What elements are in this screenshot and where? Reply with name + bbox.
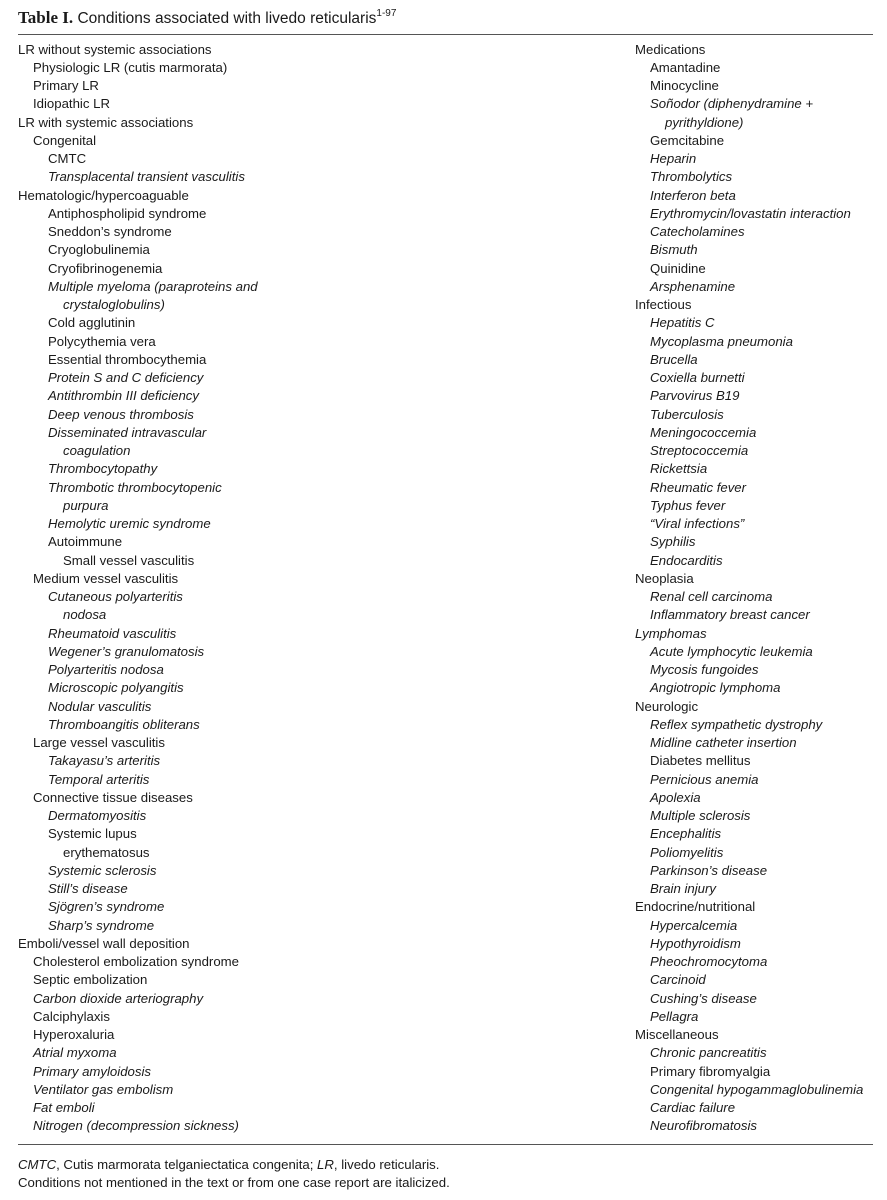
condition-item: Rheumatoid vasculitis: [48, 625, 177, 641]
condition-item: Poliomyelitis: [650, 844, 724, 860]
condition-item: erythematosus: [63, 844, 150, 860]
condition-item: Pellagra: [650, 1008, 699, 1024]
condition-item: Systemic sclerosis: [48, 862, 157, 878]
condition-item: Sjögren’s syndrome: [48, 899, 165, 915]
condition-item: Medium vessel vasculitis: [33, 570, 179, 586]
condition-item: Chronic pancreatitis: [650, 1045, 767, 1061]
condition-item: Carbon dioxide arteriography: [33, 990, 204, 1006]
condition-item: Bismuth: [650, 242, 698, 258]
category-heading: Neoplasia: [635, 570, 694, 586]
condition-item: Arsphenamine: [650, 278, 736, 294]
condition-item: Multiple myeloma (paraproteins and: [48, 278, 258, 294]
condition-item: nodosa: [63, 607, 107, 623]
condition-item: Cardiac failure: [650, 1100, 736, 1115]
condition-item: Angiotropic lymphoma: [650, 680, 781, 696]
condition-item: Thromboangitis obliterans: [48, 716, 200, 732]
category-heading: Miscellaneous: [635, 1027, 719, 1042]
condition-item: Autoimmune: [48, 534, 123, 550]
condition-item: Thrombolytics: [650, 169, 733, 185]
condition-item: Polyarteritis nodosa: [48, 662, 164, 677]
condition-item: Interferon beta: [650, 187, 736, 203]
condition-item: Hypercalcemia: [650, 917, 738, 933]
category-heading: Neurologic: [635, 698, 699, 714]
condition-item: Thrombotic thrombocytopenic: [48, 479, 222, 495]
condition-item: Microscopic polyangitis: [48, 680, 184, 696]
left-column: [18, 41, 618, 1136]
category-heading: LR without systemic associations: [18, 41, 212, 57]
condition-item: Fat emboli: [33, 1100, 95, 1115]
category-heading: Hematologic/hypercoaguable: [18, 187, 189, 203]
condition-item: Congenital: [33, 132, 97, 148]
italic-note: Conditions not mentioned in the text or from one case report are italicized.: [18, 1175, 450, 1190]
abbrev-cmtc: CMTC: [18, 1157, 57, 1172]
condition-item: Antithrombin III deficiency: [48, 388, 199, 404]
category-heading: Lymphomas: [635, 625, 707, 641]
reference-superscript: 1-97: [376, 8, 397, 19]
condition-item: Cold agglutinin: [48, 315, 136, 331]
condition-item: Amantadine: [650, 59, 721, 75]
condition-item: Meningococcemia: [650, 424, 757, 440]
condition-item: Primary amyloidosis: [33, 1063, 151, 1079]
condition-item: Thrombocytopathy: [48, 461, 158, 477]
condition-item: Congenital hypogammaglobulinemia: [650, 1081, 864, 1097]
condition-item: Cryoglobulinemia: [48, 242, 150, 258]
condition-item: Rickettsia: [650, 461, 708, 477]
condition-item: Takayasu’s arteritis: [48, 753, 161, 769]
condition-item: Nodular vasculitis: [48, 698, 152, 714]
table-caption: Conditions associated with livedo reticularis: [77, 10, 377, 27]
condition-item: Inflammatory breast cancer: [650, 607, 810, 623]
condition-item: Rheumatic fever: [650, 479, 747, 495]
right-column: [635, 41, 887, 1136]
condition-item: Wegener’s granulomatosis: [48, 643, 205, 659]
category-heading: Medications: [635, 41, 706, 57]
condition-item: Mycosis fungoides: [650, 662, 759, 677]
condition-item: Catecholamines: [650, 224, 745, 239]
abbrev-lr-definition: , livedo reticularis.: [333, 1157, 440, 1172]
condition-item: Calciphylaxis: [33, 1008, 110, 1024]
condition-item: Heparin: [650, 151, 697, 166]
condition-item: Cutaneous polyarteritis: [48, 589, 183, 604]
condition-item: Mycoplasma pneumonia: [650, 333, 793, 349]
condition-item: Apolexia: [650, 789, 701, 805]
condition-item: Hyperoxaluria: [33, 1027, 115, 1042]
condition-item: Systemic lupus: [48, 826, 137, 842]
condition-item: crystaloglobulins): [63, 297, 165, 312]
condition-item: CMTC: [48, 151, 87, 166]
condition-item: Streptococcemia: [650, 443, 749, 458]
condition-item: Carcinoid: [650, 972, 706, 988]
condition-item: Protein S and C deficiency: [48, 370, 204, 385]
condition-item: Pernicious anemia: [650, 771, 759, 787]
condition-item: Typhus fever: [650, 497, 726, 513]
condition-item: Septic embolization: [33, 972, 148, 988]
condition-item: Cholesterol embolization syndrome: [33, 954, 239, 969]
category-heading: LR with systemic associations: [18, 114, 194, 130]
condition-item: Small vessel vasculitis: [63, 552, 195, 568]
condition-item: Transplacental transient vasculitis: [48, 169, 245, 185]
condition-item: Erythromycin/lovastatin interaction: [650, 205, 851, 221]
condition-item: Sharp’s syndrome: [48, 917, 155, 933]
condition-item: Reflex sympathetic dystrophy: [650, 716, 823, 732]
condition-item: Hypothyroidism: [650, 935, 741, 951]
condition-item: Atrial myxoma: [33, 1045, 117, 1061]
condition-item: “Viral infections”: [650, 516, 745, 531]
condition-item: Connective tissue diseases: [33, 789, 193, 805]
condition-item: Still’s disease: [48, 881, 128, 896]
condition-item: Temporal arteritis: [48, 771, 150, 787]
condition-item: Renal cell carcinoma: [650, 589, 773, 604]
category-heading: Infectious: [635, 297, 692, 312]
condition-item: coagulation: [63, 443, 131, 458]
condition-item: Primary LR: [33, 78, 99, 93]
condition-item: Hepatitis C: [650, 315, 715, 331]
table-title: [18, 8, 396, 28]
condition-item: Midline catheter insertion: [650, 735, 797, 750]
condition-item: Large vessel vasculitis: [33, 735, 165, 750]
condition-item: Brain injury: [650, 881, 716, 896]
condition-item: Soñodor (diphenydramine +: [650, 96, 814, 112]
condition-item: Diabetes mellitus: [650, 753, 751, 769]
condition-item: purpura: [63, 497, 109, 513]
condition-item: Tuberculosis: [650, 406, 724, 422]
abbrev-cmtc-definition: , Cutis marmorata telganiectatica congenita;: [56, 1157, 318, 1172]
condition-item: Quinidine: [650, 260, 706, 276]
condition-item: Parvovirus B19: [650, 388, 740, 404]
bottom-rule: [18, 1144, 873, 1145]
condition-item: Cryofibrinogenemia: [48, 260, 163, 276]
condition-item: Essential thrombocythemia: [48, 351, 207, 367]
condition-item: Hemolytic uremic syndrome: [48, 516, 211, 531]
condition-item: Endocarditis: [650, 552, 723, 568]
condition-item: Primary fibromyalgia: [650, 1063, 771, 1079]
condition-item: Coxiella burnetti: [650, 370, 745, 385]
condition-item: Physiologic LR (cutis marmorata): [33, 59, 228, 75]
condition-item: Disseminated intravascular: [48, 424, 207, 440]
condition-item: Polycythemia vera: [48, 333, 156, 349]
condition-item: Multiple sclerosis: [650, 808, 751, 823]
category-heading: Emboli/vessel wall deposition: [18, 935, 190, 951]
condition-item: Minocycline: [650, 78, 719, 93]
condition-item: pyrithyldione): [665, 114, 744, 130]
condition-item: Cushing’s disease: [650, 990, 757, 1006]
condition-item: Neurofibromatosis: [650, 1118, 758, 1134]
condition-item: Encephalitis: [650, 826, 722, 842]
condition-item: Acute lymphocytic leukemia: [650, 643, 813, 659]
condition-item: Antiphospholipid syndrome: [48, 205, 207, 221]
condition-item: Gemcitabine: [650, 132, 725, 148]
condition-item: Parkinson’s disease: [650, 862, 768, 878]
category-heading: Endocrine/nutritional: [635, 899, 756, 915]
abbrev-lr: LR: [317, 1157, 334, 1172]
condition-item: Ventilator gas embolism: [33, 1081, 174, 1097]
table-label: Table I.: [18, 8, 74, 27]
condition-item: Dermatomyositis: [48, 808, 147, 823]
condition-item: Nitrogen (decompression sickness): [33, 1118, 239, 1134]
abbreviation-footnote: [18, 1156, 439, 1174]
condition-item: Brucella: [650, 351, 698, 367]
condition-item: Sneddon’s syndrome: [48, 224, 172, 239]
condition-item: Pheochromocytoma: [650, 954, 768, 969]
top-rule: [18, 34, 873, 35]
condition-item: Deep venous thrombosis: [48, 406, 194, 422]
condition-item: Idiopathic LR: [33, 96, 110, 112]
condition-item: Syphilis: [650, 534, 696, 550]
